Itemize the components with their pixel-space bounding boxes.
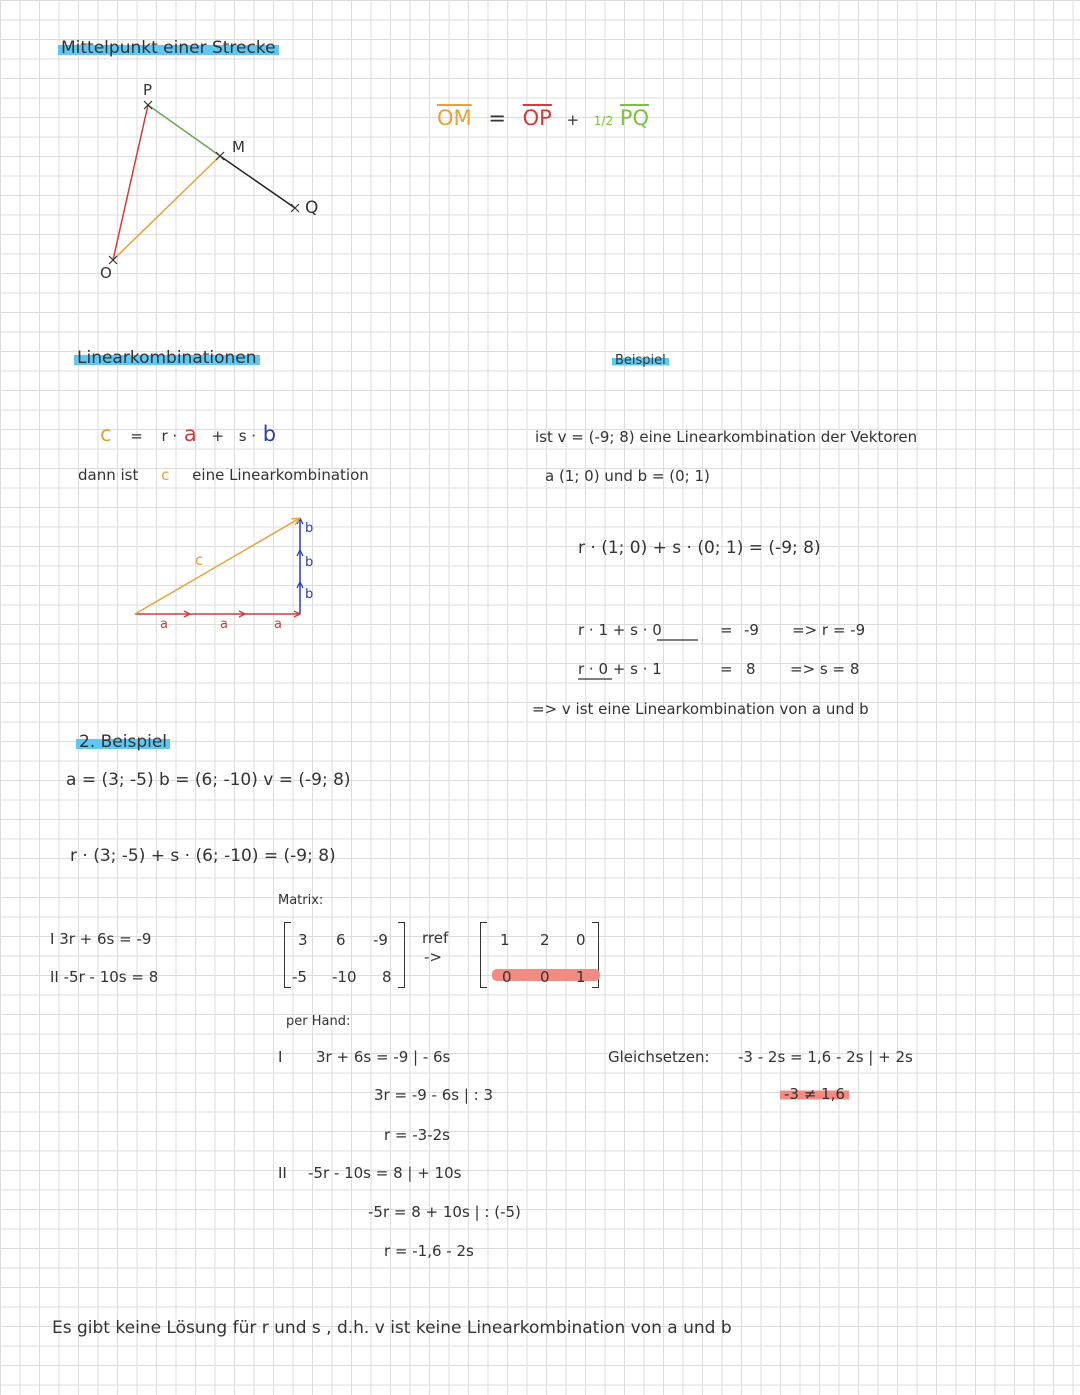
figure-label-b3: b: [305, 587, 314, 602]
figure-label-b1: b: [305, 521, 314, 536]
beispiel-equation: r · (1; 0) + s · (0; 1) = (-9; 8): [578, 538, 821, 558]
hand-i-line2: 3r = -9 - 6s | : 3: [374, 1086, 494, 1104]
linear-combination-statement: dann ist c eine Linearkombination: [78, 466, 369, 484]
matrix-cell: -9: [373, 931, 388, 949]
beispiel-row1-result: => r = -9: [792, 621, 866, 639]
beispiel-label: Beispiel: [612, 354, 669, 367]
vector-om: [113, 156, 220, 260]
per-hand-label: per Hand:: [286, 1014, 351, 1029]
beispiel-row1-lhs: r · 1 + s · 0: [578, 621, 662, 639]
beispiel-row1-eq: =: [720, 621, 733, 639]
vector-pm: [148, 105, 220, 156]
final-conclusion: Es gibt keine Lösung für r und s , d.h. v ist keine Linearkombination von a und b: [52, 1318, 732, 1338]
hand-i-line3: r = -3-2s: [384, 1126, 450, 1144]
beispiel2-eq-i: I 3r + 6s = -9: [50, 930, 152, 948]
rref-cell: 1: [576, 968, 586, 986]
hand-i-line1: 3r + 6s = -9 | - 6s: [316, 1048, 451, 1066]
beispiel-conclusion: => v ist eine Linearkombination von a und b: [532, 700, 869, 718]
figure-label-b2: b: [305, 555, 314, 570]
beispiel2-eq-ii: II -5r - 10s = 8: [50, 968, 159, 986]
label-p: P: [143, 81, 153, 99]
beispiel-row1-rhs: -9: [744, 621, 759, 639]
figure-label-a3: a: [274, 617, 282, 632]
beispiel2-equation: r · (3; -5) + s · (6; -10) = (-9; 8): [70, 846, 336, 866]
matrix-cell: 8: [382, 968, 392, 986]
figure-label-a2: a: [220, 617, 228, 632]
hand-ii-label: II: [278, 1164, 287, 1182]
rref-cell: 2: [540, 931, 550, 949]
figure-label-c: c: [195, 551, 204, 569]
gleichsetzen-label: Gleichsetzen:: [608, 1048, 710, 1066]
vector-c: [135, 518, 300, 614]
formula-om: $\overline{OM} = \overline{OP} + 1/2$ $\overline{PQ}$: [437, 106, 649, 130]
beispiel-row2-rhs: 8: [746, 660, 756, 678]
label-m: M: [232, 138, 245, 156]
rref-cell: 0: [540, 968, 550, 986]
label-q: Q: [305, 198, 319, 218]
matrix-cell: -10: [332, 968, 357, 986]
beispiel2-label: 2. Beispiel: [76, 734, 170, 751]
matrix-cell: 3: [298, 931, 308, 949]
beispiel-vectors: a (1; 0) und b = (0; 1): [545, 467, 710, 485]
rref-label: rref: [422, 929, 449, 947]
hand-ii-line2: -5r = 8 + 10s | : (-5): [368, 1203, 521, 1221]
hand-ii-line1: -5r - 10s = 8 | + 10s: [308, 1164, 462, 1182]
rref-cell: 1: [500, 931, 510, 949]
matrix-bracket-right: [398, 922, 405, 988]
section-title-mittelpunkt: Mittelpunkt einer Strecke: [58, 40, 279, 57]
gleichsetzen-equation: -3 - 2s = 1,6 - 2s | + 2s: [738, 1048, 913, 1066]
beispiel2-vectors: a = (3; -5) b = (6; -10) v = (-9; 8): [66, 770, 351, 790]
hand-ii-line3: r = -1,6 - 2s: [384, 1242, 474, 1260]
matrix-cell: -5: [292, 968, 307, 986]
formula-linear-combination: c = r · a + s · b: [100, 422, 277, 446]
vector-op: [113, 105, 148, 260]
matrix-cell: 6: [336, 931, 346, 949]
gleichsetzen-result: -3 ≠ 1,6: [780, 1087, 849, 1102]
matrix-label: Matrix:: [278, 893, 324, 908]
segment-mq: [220, 156, 295, 208]
rref-cell: 0: [502, 968, 512, 986]
matrix-bracket-left: [284, 922, 291, 988]
beispiel-row2-eq: =: [720, 660, 733, 678]
beispiel-row2-lhs: r · 0 + s · 1: [578, 660, 662, 678]
rref-bracket-left: [480, 922, 487, 988]
beispiel-row2-result: => s = 8: [790, 660, 860, 678]
label-o: O: [100, 264, 112, 282]
beispiel-question: ist v = (-9; 8) eine Linearkombination der Vektoren: [535, 428, 918, 446]
section-title-linearkombinationen: Linearkombinationen: [74, 350, 260, 367]
rref-arrow: ->: [424, 948, 442, 966]
hand-i-label: I: [278, 1048, 283, 1066]
rref-cell: 0: [576, 931, 586, 949]
figure-label-a1: a: [160, 617, 168, 632]
